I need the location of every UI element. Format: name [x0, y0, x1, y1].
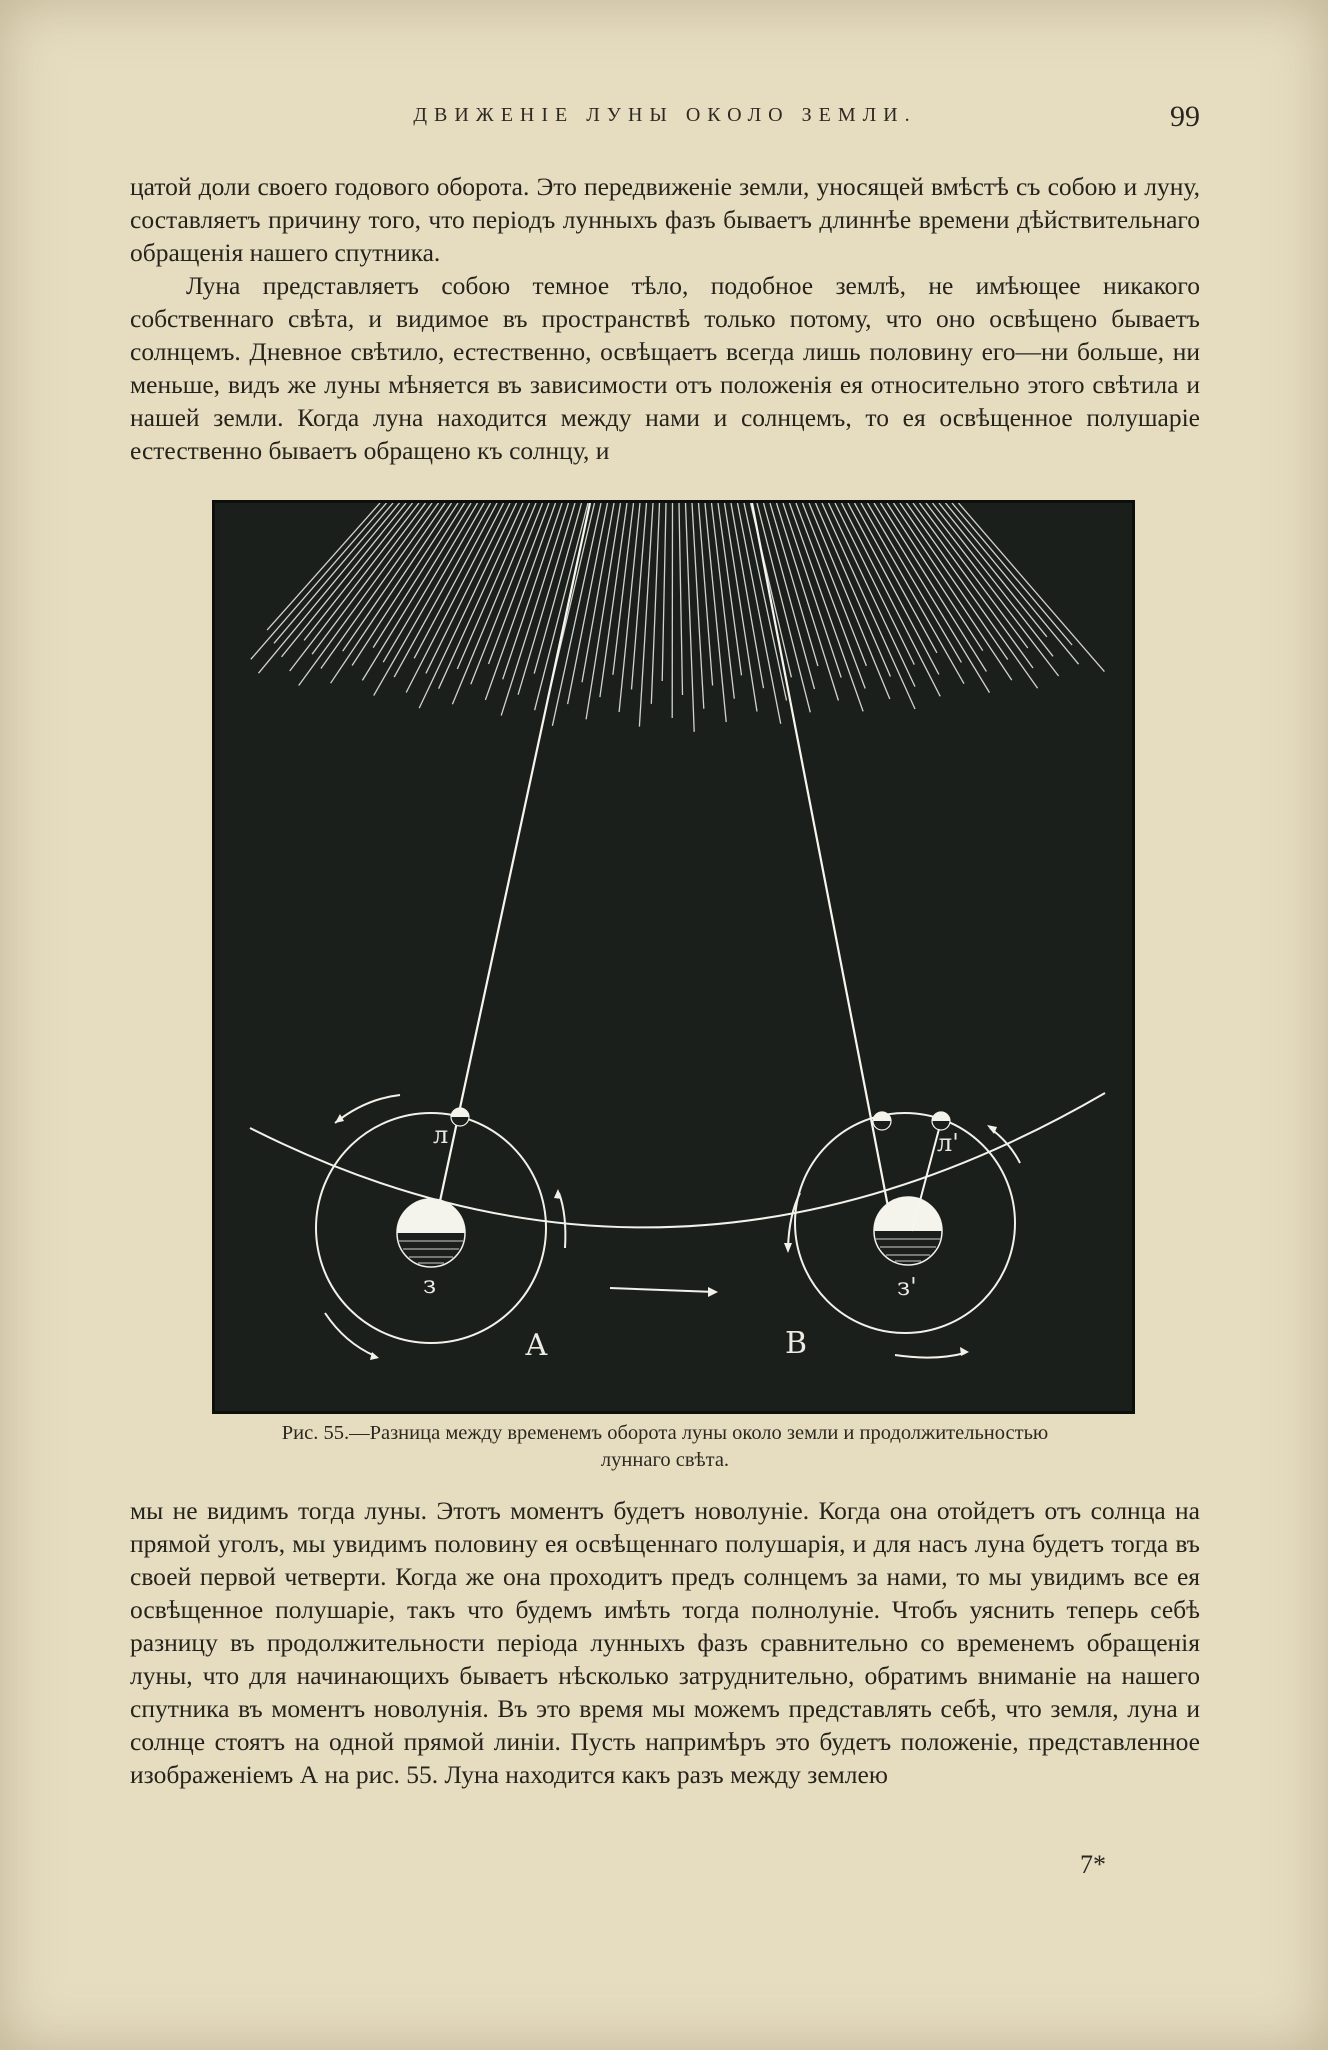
- arrowhead: [960, 1347, 969, 1356]
- sun-ray: [304, 503, 412, 640]
- sun-ray: [907, 503, 1038, 688]
- sun-ray: [394, 503, 490, 677]
- arrowhead: [335, 1114, 344, 1123]
- caption-line-1: Рис. 55.—Разница между временемъ оборота луны около земли и продолжительностью: [281, 1422, 1049, 1444]
- sunlight-line-b: [752, 503, 895, 1243]
- sun-ray: [731, 503, 764, 688]
- signature-mark: 7*: [1080, 1850, 1106, 1879]
- sun-ray: [299, 503, 432, 686]
- paragraph-continuation: цатой доли своего годового оборота. Это передвиженіе земли, уносящей вмѣстѣ съ собою и луну, составляетъ причину того, что періодъ лунныхъ фазъ бываетъ длиннѣе времени дѣйствительнаго обращенія нашего спутника.: [130, 172, 1200, 267]
- label-earth-a: з: [423, 1271, 437, 1299]
- sun-ray: [651, 503, 659, 704]
- label-position-b: В: [785, 1326, 808, 1361]
- earth-orbit-arc: [250, 1093, 1105, 1227]
- sun-ray: [939, 503, 1047, 637]
- sun-ray: [900, 503, 1008, 660]
- orbit-arrow-a-bottom: [325, 1313, 375, 1356]
- position-a: [316, 1095, 565, 1363]
- bottom-text-block: [130, 1494, 1200, 1791]
- sun-ray: [679, 503, 683, 695]
- sun-ray: [920, 503, 1028, 648]
- sun-ray: [829, 503, 916, 687]
- orbit-arrow-b-left: [788, 1193, 800, 1248]
- sun-ray: [632, 503, 647, 689]
- sun-ray: [757, 503, 810, 712]
- orbit-arrow-a-top: [335, 1095, 400, 1123]
- moon-a-lit-half: [451, 1108, 469, 1117]
- page-number: 99: [1170, 100, 1200, 133]
- sun-ray: [414, 503, 497, 658]
- sun-ray: [861, 503, 964, 684]
- moon-phase-diagram: [215, 503, 1132, 1411]
- figure-caption: [150, 1420, 1180, 1474]
- arrowhead: [784, 1243, 792, 1253]
- page-header: [130, 100, 1200, 140]
- sun-ray: [887, 503, 983, 651]
- sun-ray: [662, 503, 666, 681]
- running-head: ДВИЖЕНІЕ ЛУНЫ ОКОЛО ЗЕМЛИ.: [413, 104, 917, 126]
- moon-b-second-lit-half: [932, 1112, 950, 1121]
- orbit-arrow-b-bottom: [895, 1353, 965, 1358]
- sun-ray: [874, 503, 990, 693]
- label-moon-a: л: [433, 1121, 449, 1149]
- earth-motion-arrow: [610, 1288, 715, 1292]
- sun-ray: [816, 503, 891, 677]
- sun-ray: [822, 503, 915, 709]
- sun-ray: [725, 503, 758, 712]
- sun-ray: [582, 503, 614, 682]
- sun-ray: [290, 503, 419, 671]
- sun-ray: [692, 503, 704, 709]
- top-text-block: [130, 170, 1200, 467]
- sun-ray: [639, 503, 653, 727]
- sun-ray: [282, 503, 407, 657]
- arrowhead: [708, 1287, 718, 1297]
- sun-ray: [586, 503, 620, 719]
- label-moon-b: л': [937, 1129, 959, 1157]
- sun-ray: [855, 503, 937, 653]
- label-position-a: А: [525, 1328, 548, 1363]
- sun-rays: [251, 503, 1105, 732]
- sun-ray: [535, 503, 588, 710]
- caption-line-2: луннаго свѣта.: [600, 1449, 730, 1471]
- sun-ray: [686, 503, 695, 732]
- sun-ray: [952, 503, 1072, 645]
- sun-ray: [842, 503, 941, 696]
- figure-55: [212, 500, 1135, 1414]
- sun-ray: [274, 503, 393, 643]
- label-earth-b: з': [897, 1273, 917, 1301]
- position-b: [784, 1112, 1020, 1361]
- arrowhead: [370, 1352, 379, 1360]
- paragraph-moon-dark-body: Луна представляетъ собою темное тѣло, подобное землѣ, не имѣющее никакого собственнаго свѣта, и видимое въ пространствѣ только потому, что оно освѣщено бываетъ солнцемъ. Дневное свѣтило, естественно, освѣщаетъ всегда лишь половину его—ни больше, ни меньше, видъ же луны мѣняется въ зависимости отъ положенія ея относительно этого свѣтила и нашей земли. Когда луна находится между нами и солнцемъ, то ея освѣщенное полушаріе естественно бываетъ обращено къ солнцу, и: [130, 271, 1200, 465]
- orbit-arrow-a-right: [559, 1193, 565, 1248]
- paragraph-new-moon: мы не видимъ тогда луны. Этотъ моментъ будетъ новолуніе. Когда она отойдетъ отъ солнца на прямой уголъ, мы увидимъ половину ея освѣщеннаго полушарія, и для насъ луна будетъ тогда въ своей первой четверти. Когда же она проходитъ предъ солнцемъ за нами, то мы увидимъ все ея освѣщенное полушаріе, такъ что будемъ имѣть тогда полнолуніе. Чтобъ уяснить теперь себѣ разницу въ продолжительности періода лунныхъ фазъ сравнительно со временемъ обращенія луны, что для начинающихъ бываетъ нѣсколько затруднительно, обратимъ вниманіе на нашего спутника въ моментъ новолунія. Въ это время мы можемъ представлять себѣ, что земля, луна и солнце стоятъ на одной прямой линіи. Пусть напримѣръ это будетъ положеніе, представленное изображеніемъ А на рис. 55. Луна находится какъ разъ между землею: [130, 1496, 1200, 1789]
- sun-ray: [933, 503, 1054, 656]
- sun-ray: [501, 503, 568, 716]
- sun-ray: [803, 503, 867, 666]
- earth-b-lit-half: [874, 1197, 942, 1231]
- arrowhead: [554, 1189, 562, 1199]
- sun-ray: [426, 503, 510, 673]
- sun-ray: [457, 503, 529, 669]
- sun-ray: [439, 503, 523, 689]
